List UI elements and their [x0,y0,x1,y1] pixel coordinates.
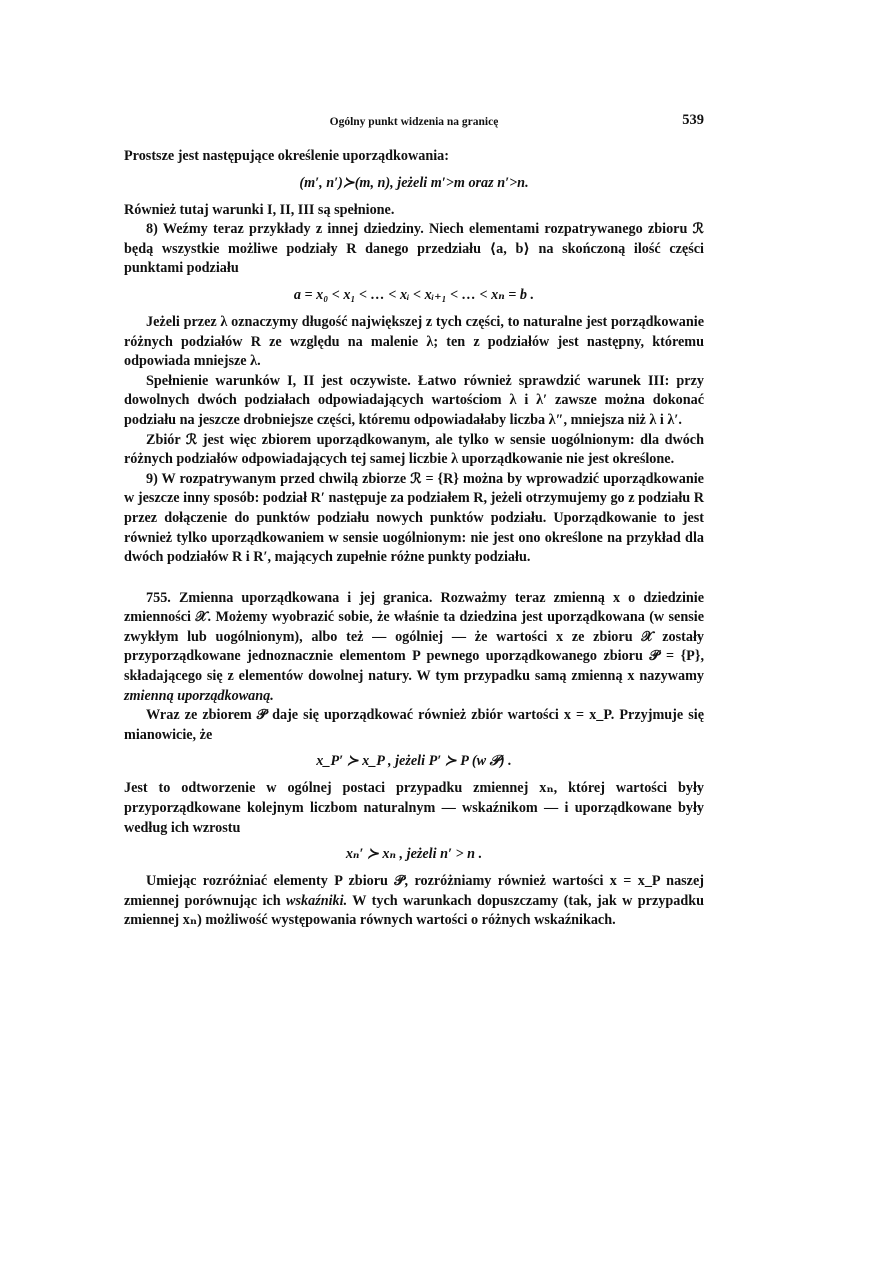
formula: x_P′ ≻ x_P , jeżeli P′ ≻ P (w 𝒫) . [316,753,512,770]
page-number: 539 [682,112,704,128]
paragraph-text: Rozważmy teraz zmienną x o dziedzinie zmienności 𝒳. Możemy wyobrazić sobie, że właśnie ta dziedzina jest uporządkowana (w sensie zwykłym lub uogólnionym), albo też — ogólniej — że wartości x ze zbioru 𝒳 zostały przyporządkowane jednoznacznie elementom P pewnego uporządkowanego zbioru 𝒫 = {P}, składającego się z elementów dowolnej natury. W tym przypadku samą zmienną x nazywamy [124,589,705,685]
paragraph: Jest to odtworzenie w ogólnej postaci przypadku zmiennej xₙ, której wartości były przyporządkowane kolejnym liczbom naturalnym — wskaźnikom — i uporządkowane były według ich wzrostu [124,780,704,836]
formula: (m′, n′)≻(m, n), jeżeli m′>m oraz n′>n. [299,174,529,191]
paragraph: Spełnienie warunków I, II jest oczywiste. Łatwo również sprawdzić warunek III: przy dowolnych dwóch podziałach odpowiadających wartościom λ i λ′ zawsze można dokonać podziału na jeszcze drobniejsze części, któremu odpowiadałaby liczba λ″, mniejsza niż λ i λ′. [124,372,704,428]
section-paragraph [124,589,704,707]
paragraph: Wraz ze zbiorem 𝒫 daje się uporządkować również zbiór wartości x = x_P. Przyjmuje się mianowicie, że [124,707,704,743]
section-title: Zmienna uporządkowana i jej granica. [178,589,433,606]
paragraph: Jeżeli przez λ oznaczymy długość największej z tych części, to naturalne jest porządkowanie różnych podziałów R ze względu na malenie λ; ten z podziałów jest następny, któremu odpowiada mniejsze λ. [124,313,704,370]
section-number: 755. [146,589,171,606]
formula: a = x₀ < x₁ < … < xᵢ < xᵢ₊₁ < … < xₙ = b . [293,286,535,303]
paragraph-text: Umiejąc rozróżniać elementy P zbioru 𝒫, rozróżniamy również wartości x = x_P naszej zmiennej porównując ich [124,873,704,909]
paragraph: 8) Weźmy teraz przykłady z innej dziedziny. Niech elementami rozpatrywanego zbioru ℛ będą wszystkie możliwe podziały R danego przedziału ⟨a, b⟩ na skończoną ilość części punktami podziału [124,221,704,277]
paragraph [124,872,704,931]
paragraph-text: W tych warunkach dopuszczamy (tak, jak w przypadku zmiennej xₙ) możliwość występowania równych wartości o różnych wskaźnikach. [124,892,704,929]
emphasis: zmienną uporządkowaną. [124,687,274,704]
paragraph: Zbiór ℛ jest więc zbiorem uporządkowanym, ale tylko w sensie uogólnionym: dla dwóch różnych podziałów odpowiadających tej samej liczbie λ uporządkowanie nie jest określone. [124,431,704,468]
paragraph: 9) W rozpatrywanym przed chwilą zbiorze ℛ = {R} można by wprowadzić uporządkowanie w jeszcze inny sposób: podział R′ następuje za podziałem R, jeżeli otrzymujemy go z podziału R przez dołączenie do punktów podziału nowych punktów podziału. Uporządkowanie to jest również tylko uporządkowaniem w sensie uogólnionym: nie jest ono określone na przykład dla dwóch podziałów R i R′, mających zupełnie różne punkty podziału. [124,470,704,566]
running-title: Ogólny punkt widzenia na granicę [329,116,499,128]
paragraph: Prostsze jest następujące określenie uporządkowania: [124,148,449,164]
emphasis: wskaźniki. [286,892,348,909]
page [124,112,704,931]
paragraph: Również tutaj warunki I, II, III są spełnione. [124,201,395,218]
formula: xₙ′ ≻ xₙ , jeżeli n′ > n . [345,846,483,863]
running-header [124,112,704,136]
